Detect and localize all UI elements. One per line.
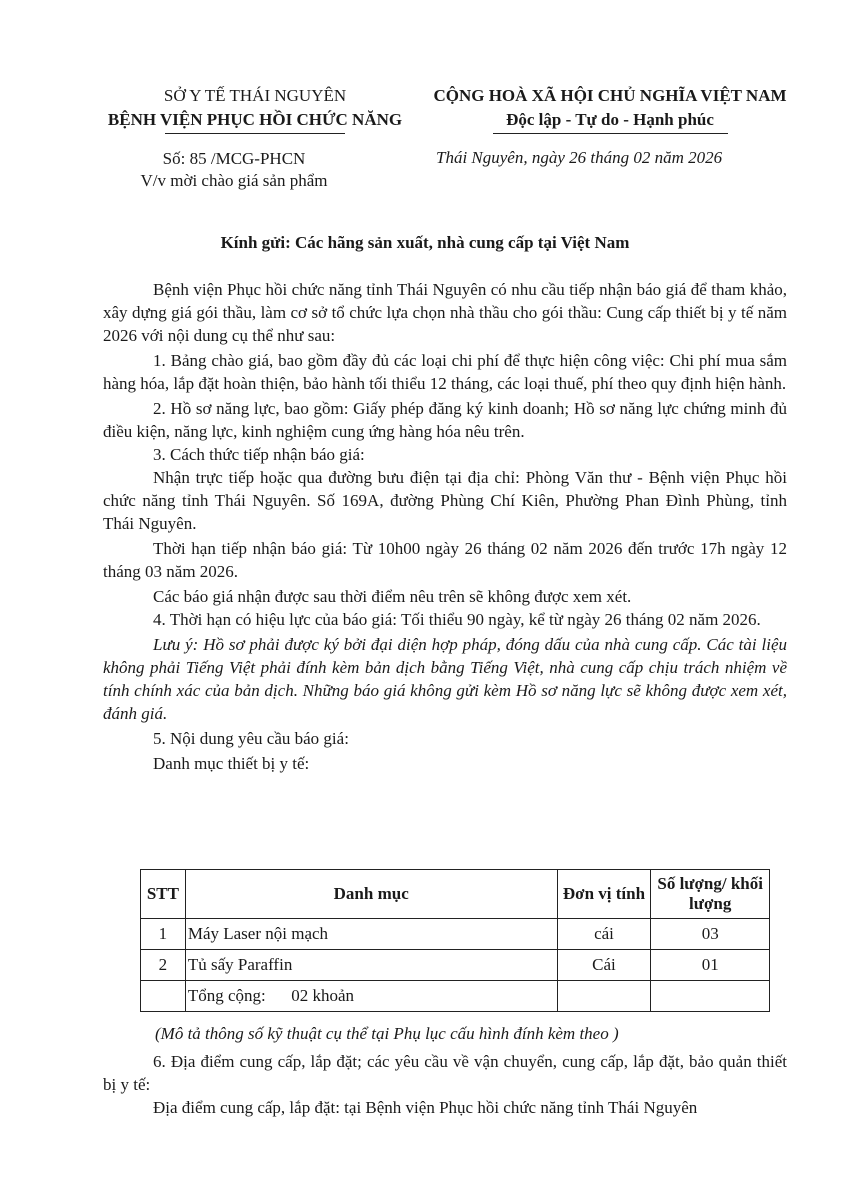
national-motto: Độc lập - Tự do - Hạnh phúc [506, 110, 714, 129]
item-1-paragraph: 1. Bảng chào giá, bao gồm đầy đủ các loại chi phí để thực hiện công việc: Chi phí mua sắm hàng hóa, lắp đặt hoàn thiện, bảo hành tối thiểu 12 tháng, các loại thuế, phí theo quy định hiện hành. [103, 351, 787, 393]
cell-total: Tổng cộng: 02 khoản [185, 981, 557, 1012]
cell-quantity: 01 [651, 950, 770, 981]
item-4-paragraph: 4. Thời hạn có hiệu lực của báo giá: Tối thiểu 90 ngày, kể từ ngày 26 tháng 02 năm 2026. [153, 610, 761, 629]
cell-quantity: 03 [651, 919, 770, 950]
table-row [141, 950, 770, 981]
late-quotes-paragraph: Các báo giá nhận được sau thời điểm nêu trên sẽ không được xem xét. [153, 587, 632, 606]
equipment-table [140, 869, 770, 1012]
cell-item: Tủ sấy Paraffin [185, 950, 557, 981]
cell-stt: 2 [141, 950, 186, 981]
equipment-list-heading: Danh mục thiết bị y tế: [153, 754, 310, 773]
item-3-heading: 3. Cách thức tiếp nhận báo giá: [153, 445, 365, 464]
cell-item: Máy Laser nội mạch [185, 919, 557, 950]
cell-empty [141, 981, 186, 1012]
document-number: Số: 85 /MCG-PHCN [162, 149, 306, 168]
header-item: Danh mục [185, 870, 557, 919]
table-header-row [141, 870, 770, 919]
delivery-address-paragraph: Nhận trực tiếp hoặc qua đường bưu điện tại địa chỉ: Phòng Văn thư - Bệnh viện Phục hồi chức năng tỉnh Thái Nguyên. Số 169A, đường Phùng Chí Kiên, Phường Phan Đình Phùng, tỉnh Thái Nguyên. [103, 468, 787, 533]
note-paragraph: Lưu ý: Hồ sơ phải được ký bởi đại diện hợp pháp, đóng dấu của nhà cung cấp. Các tài liệu không phải Tiếng Việt phải đính kèm bản dịch bằng Tiếng Việt, nhà cung cấp chịu trách nhiệm về tính chính xác của bản dịch. Những báo giá không gửi kèm Hồ sơ năng lực sẽ không được xem xét, đánh giá. [103, 635, 787, 723]
item-2-paragraph: 2. Hồ sơ năng lực, bao gồm: Giấy phép đăng ký kinh doanh; Hồ sơ năng lực chứng minh đủ điều kiện, năng lực, kinh nghiệm cung ứng hàng hóa nêu trên. [103, 399, 787, 441]
issuer-department: SỞ Y TẾ THÁI NGUYÊN [163, 86, 347, 105]
delivery-location-paragraph: Địa điểm cung cấp, lắp đặt: tại Bệnh viện Phục hồi chức năng tỉnh Thái Nguyên [153, 1098, 698, 1117]
issuer-underline [165, 133, 345, 134]
cell-stt: 1 [141, 919, 186, 950]
header-quantity: Số lượng/ khối lượng [651, 870, 770, 919]
national-header [420, 84, 800, 134]
cell-unit: cái [557, 919, 651, 950]
intro-paragraph: Bệnh viện Phục hồi chức năng tỉnh Thái Nguyên có nhu cầu tiếp nhận báo giá để tham khảo, xây dựng giá gói thầu, làm cơ sở tổ chức lựa chọn nhà thầu cho gói thầu: Cung cấp thiết bị y tế năm 2026 với nội dung cụ thể như sau: [103, 280, 787, 345]
cell-empty [557, 981, 651, 1012]
body-text-continued [103, 1050, 787, 1119]
body-text [103, 278, 787, 775]
item-6-paragraph: 6. Địa điểm cung cấp, lắp đặt; các yêu cầu về vận chuyển, cung cấp, lắp đặt, bảo quản thiết bị y tế: [103, 1052, 787, 1094]
document-date: Thái Nguyên, ngày 26 tháng 02 năm 2026 [436, 148, 723, 167]
item-5-heading: 5. Nội dung yêu cầu báo giá: [153, 729, 349, 748]
deadline-paragraph: Thời hạn tiếp nhận báo giá: Từ 10h00 ngày 26 tháng 02 năm 2026 đến trước 17h ngày 12 tháng 03 năm 2026. [103, 539, 787, 581]
issuer-hospital: BỆNH VIỆN PHỤC HỒI CHỨC NĂNG [107, 110, 403, 129]
header-stt: STT [141, 870, 186, 919]
cell-unit: Cái [557, 950, 651, 981]
document-subject: V/v mời chào giá sản phẩm [140, 171, 328, 190]
table-row [141, 919, 770, 950]
motto-underline [493, 133, 728, 134]
table-total-row [141, 981, 770, 1012]
header-unit: Đơn vị tính [557, 870, 651, 919]
recipient-line: Kính gửi: Các hãng sản xuất, nhà cung cấp tại Việt Nam [220, 233, 630, 252]
national-title: CỘNG HOÀ XÃ HỘI CHỦ NGHĨA VIỆT NAM [433, 86, 787, 105]
issuer-block [100, 84, 410, 134]
cell-empty [651, 981, 770, 1012]
spec-note: (Mô tả thông số kỹ thuật cụ thể tại Phụ lục cấu hình đính kèm theo ) [155, 1024, 619, 1043]
reference-block [104, 148, 364, 192]
